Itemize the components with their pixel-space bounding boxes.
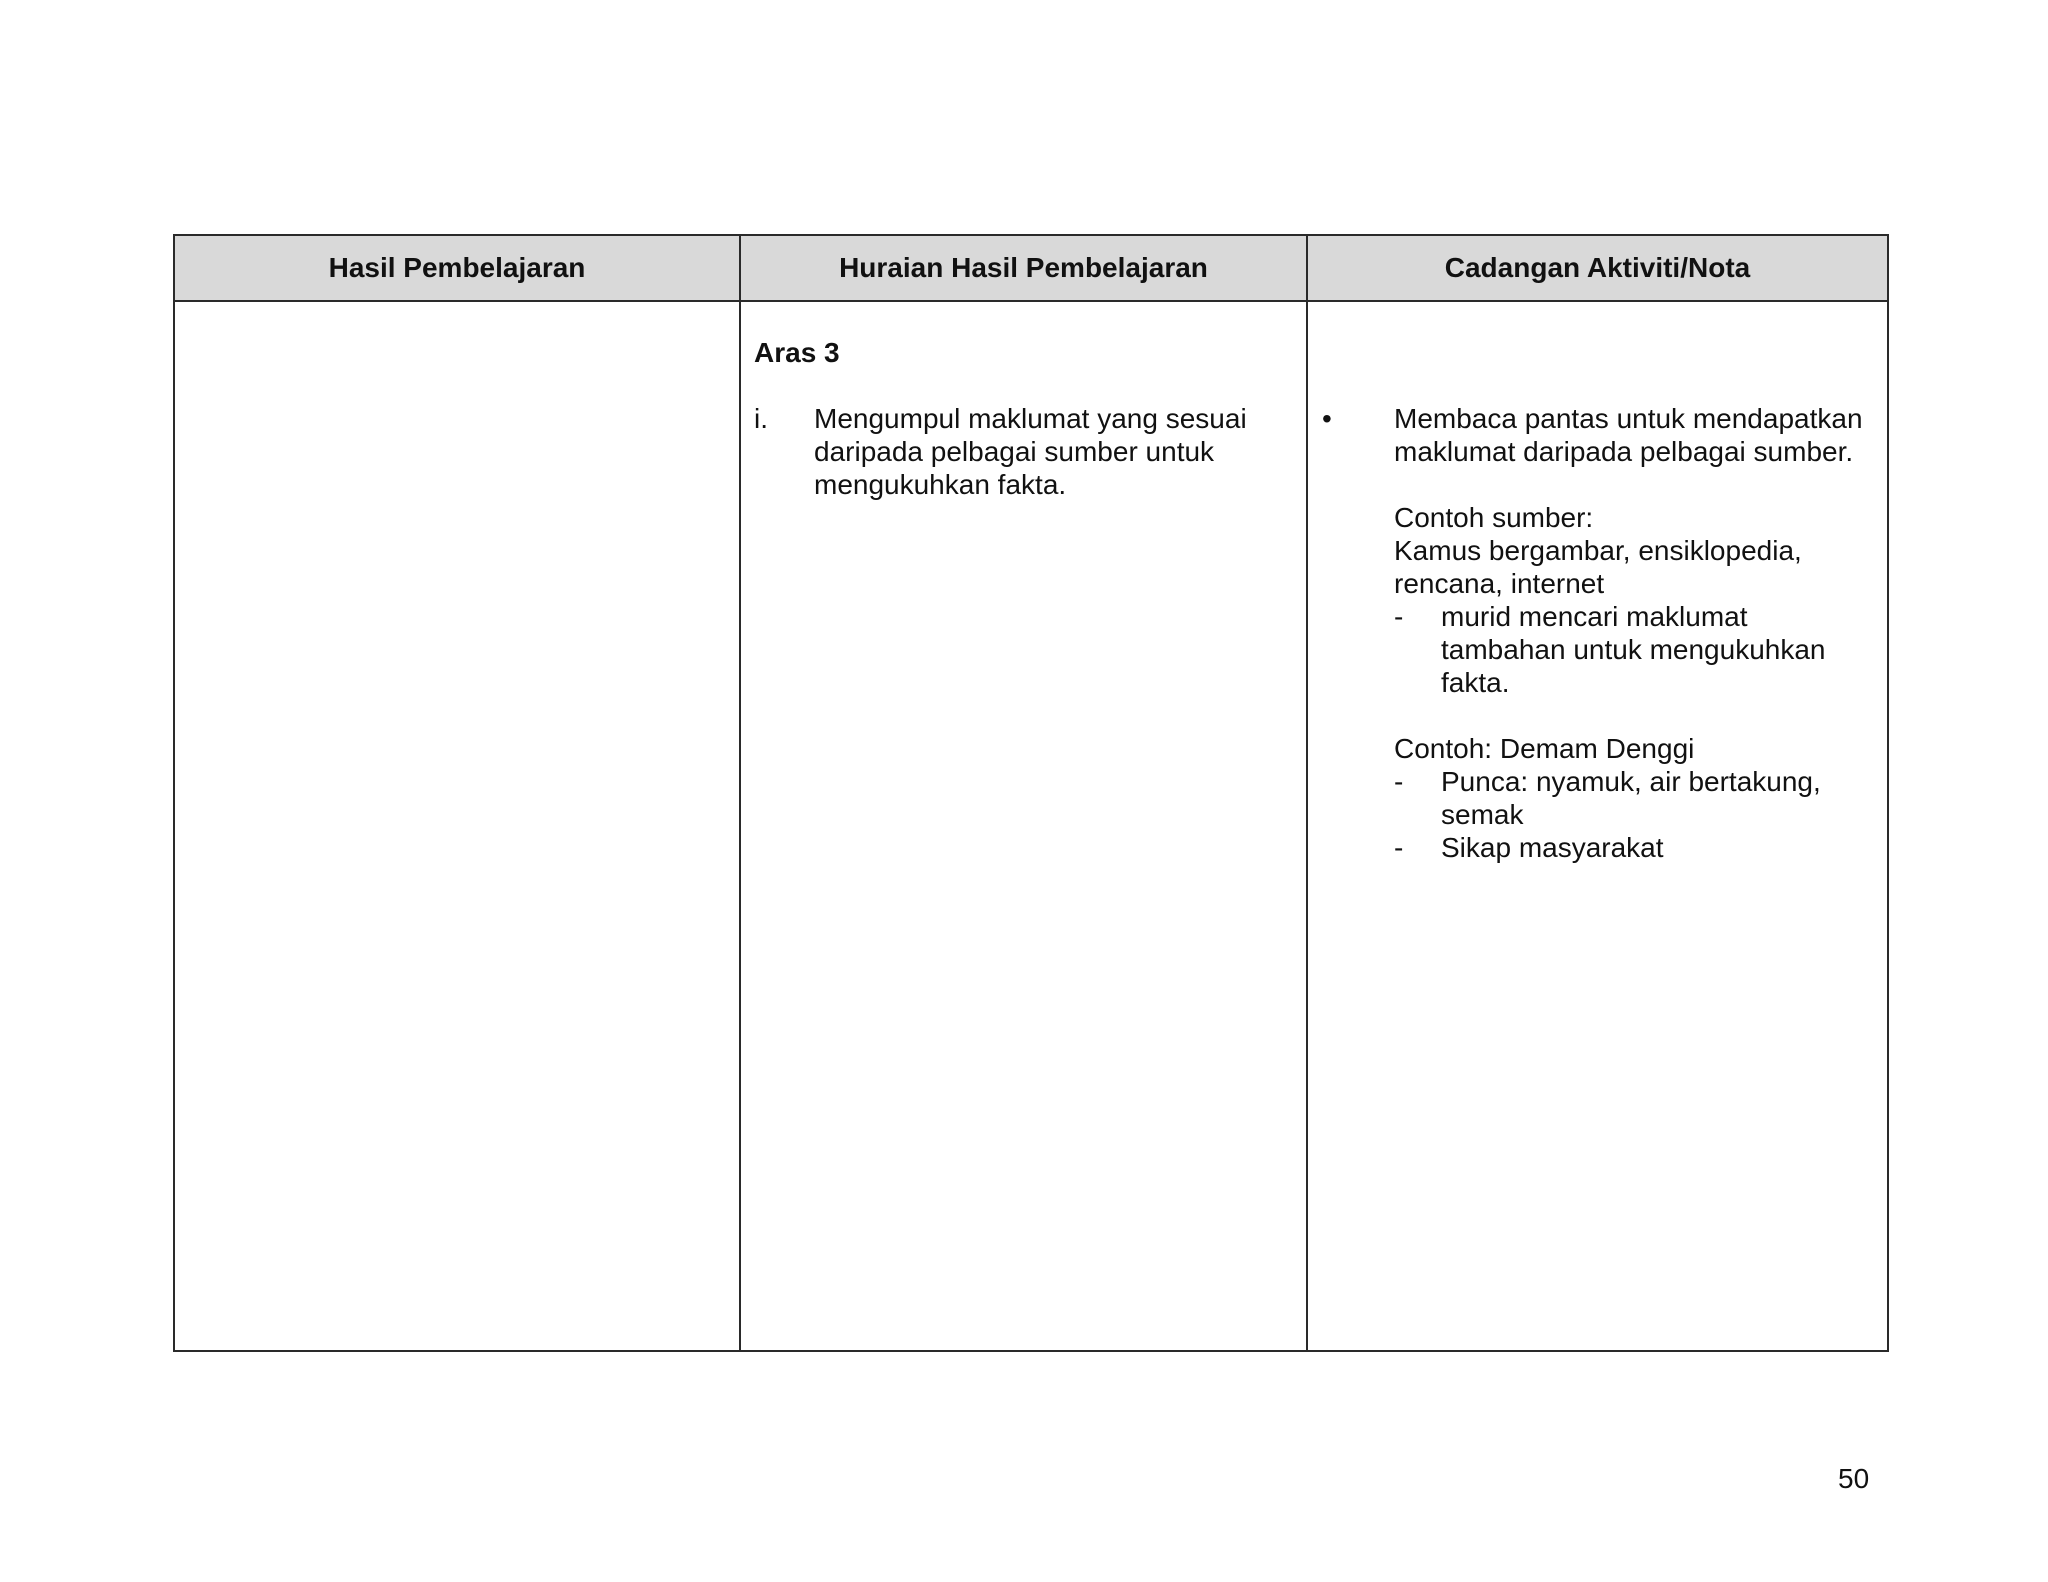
numbered-item (754, 402, 1286, 501)
header-huraian-hasil-pembelajaran: Huraian Hasil Pembelajaran (740, 235, 1307, 301)
item-number: i. (754, 403, 768, 434)
dash-marker: - (1394, 601, 1404, 632)
activity-bullet (1322, 402, 1871, 864)
table-header-row (174, 235, 1888, 301)
page-number: 50 (1838, 1463, 1870, 1494)
bullet-icon: • (1322, 403, 1332, 434)
learning-outcomes-table (173, 234, 1889, 1352)
cell-huraian (740, 301, 1307, 1351)
example-label: Contoh: Demam Denggi (1394, 733, 1695, 764)
item-text: Mengumpul maklumat yang sesuai daripada pelbagai sumber untuk mengukuhkan fakta. (814, 403, 1247, 500)
dash-text: Punca: nyamuk, air bertakung, semak (1441, 766, 1821, 830)
table-row (174, 301, 1888, 1351)
dash-marker: - (1394, 766, 1404, 797)
dash-text: Sikap masyarakat (1441, 832, 1664, 863)
level-title: Aras 3 (754, 337, 840, 368)
header-hasil-pembelajaran: Hasil Pembelajaran (174, 235, 740, 301)
cell-cadangan-aktiviti (1307, 301, 1888, 1351)
sources-label: Contoh sumber: (1394, 502, 1594, 533)
sources-list: Kamus bergambar, ensiklopedia, rencana, internet (1394, 535, 1802, 599)
header-cadangan-aktiviti: Cadangan Aktiviti/Nota (1307, 235, 1888, 301)
list-item (1394, 600, 1871, 699)
bullet-body (1394, 402, 1871, 864)
dash-text: murid mencari maklumat tambahan untuk mengukuhkan fakta. (1441, 601, 1826, 698)
activity-intro: Membaca pantas untuk mendapatkan maklumat daripada pelbagai sumber. (1394, 403, 1863, 467)
cell-hasil-pembelajaran (174, 301, 740, 1351)
list-item (1394, 765, 1871, 831)
list-item (1394, 831, 1871, 864)
dash-marker: - (1394, 832, 1404, 863)
